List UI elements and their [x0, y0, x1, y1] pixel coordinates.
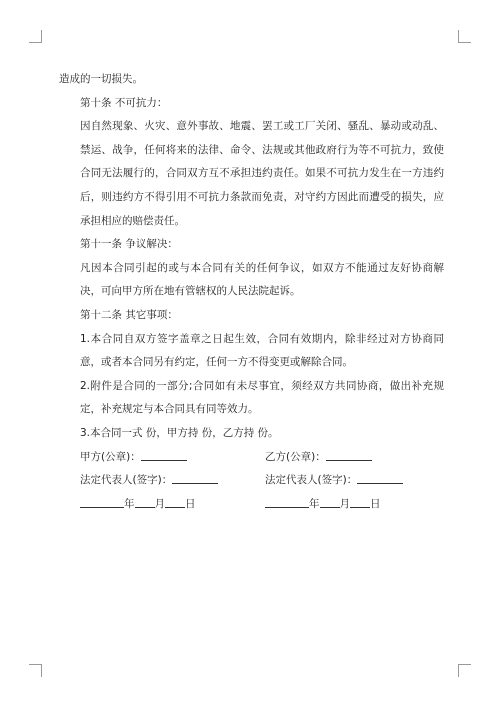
party-a-rep-label: 法定代表人(签字)：	[80, 474, 173, 487]
party-b-year-blank	[265, 495, 309, 508]
party-b-seal-blank	[326, 448, 372, 461]
party-a-seal-label: 甲方(公章)：	[80, 450, 141, 463]
party-b-rep-blank	[357, 471, 403, 484]
article-12-item-3: 3.本合同一式 份，甲方持 份，乙方持 份。	[80, 426, 279, 439]
signature-row-date	[59, 493, 444, 517]
article-11-body: 凡因本合同引起的或与本合同有关的任何争议，如双方不能通过友好协商解决，可向甲方所在地有管辖权的人民法院起诉。	[80, 261, 444, 298]
party-a-day-label: 日	[185, 497, 196, 510]
article-10-body: 因自然现象、火灾、意外事故、地震、罢工或工厂关闭、骚乱、暴动或动乱、禁运、战争，任何将来的法律、命令、法规或其他政府行为等不可抗力，致使合同无法履行的，合同双方互不承担违约责任。如果不可抗力发生在一方违约后，则违约方不得引用不可抗力条款而免责，对守约方因此而遭受的损失，应承担相应的赔偿责任。	[80, 120, 444, 227]
article-10-heading: 第十条 不可抗力：	[80, 96, 168, 109]
page-corner-mark-top-right	[458, 30, 471, 43]
party-a-month-blank	[135, 495, 155, 508]
party-a-year-blank	[80, 495, 124, 508]
party-a-rep-blank	[172, 471, 218, 484]
party-b-day-blank	[350, 495, 370, 508]
article-12-heading: 第十二条 其它事项：	[80, 308, 178, 321]
signature-row-representative	[59, 469, 444, 493]
party-a-seal	[80, 446, 187, 470]
party-a-seal-blank	[141, 448, 187, 461]
party-b-month-blank	[320, 495, 340, 508]
party-a-month-label: 月	[154, 497, 165, 510]
party-b-representative	[265, 469, 403, 493]
party-b-seal	[265, 446, 372, 470]
paragraph-continuation: 造成的一切损失。	[59, 73, 143, 85]
party-a-representative	[80, 469, 218, 493]
party-b-rep-label: 法定代表人(签字)：	[265, 474, 358, 487]
party-a-day-blank	[165, 495, 185, 508]
article-12-item-1: 1.本合同自双方签字盖章之日起生效，合同有效期内，除非经过对方协商同意，或者本合同另有约定，任何一方不得变更或解除合同。	[80, 332, 444, 369]
article-12-item-2: 2.附件是合同的一部分;合同如有未尽事宜，须经双方共同协商，做出补充规定，补充规定与本合同具有同等效力。	[80, 379, 444, 416]
party-a-date	[80, 493, 196, 517]
article-11-heading: 第十一条 争议解决：	[80, 238, 178, 251]
party-b-day-label: 日	[370, 497, 381, 510]
page-corner-mark-bottom-left	[29, 664, 42, 677]
page-corner-mark-top-left	[29, 30, 42, 43]
party-b-seal-label: 乙方(公章)：	[265, 450, 326, 463]
party-a-year-label: 年	[124, 497, 135, 510]
signature-row-seal	[59, 446, 444, 470]
document-page-content	[59, 68, 444, 516]
page-corner-mark-bottom-right	[458, 664, 471, 677]
party-b-date	[265, 493, 381, 517]
party-b-year-label: 年	[309, 497, 320, 510]
party-b-month-label: 月	[339, 497, 350, 510]
